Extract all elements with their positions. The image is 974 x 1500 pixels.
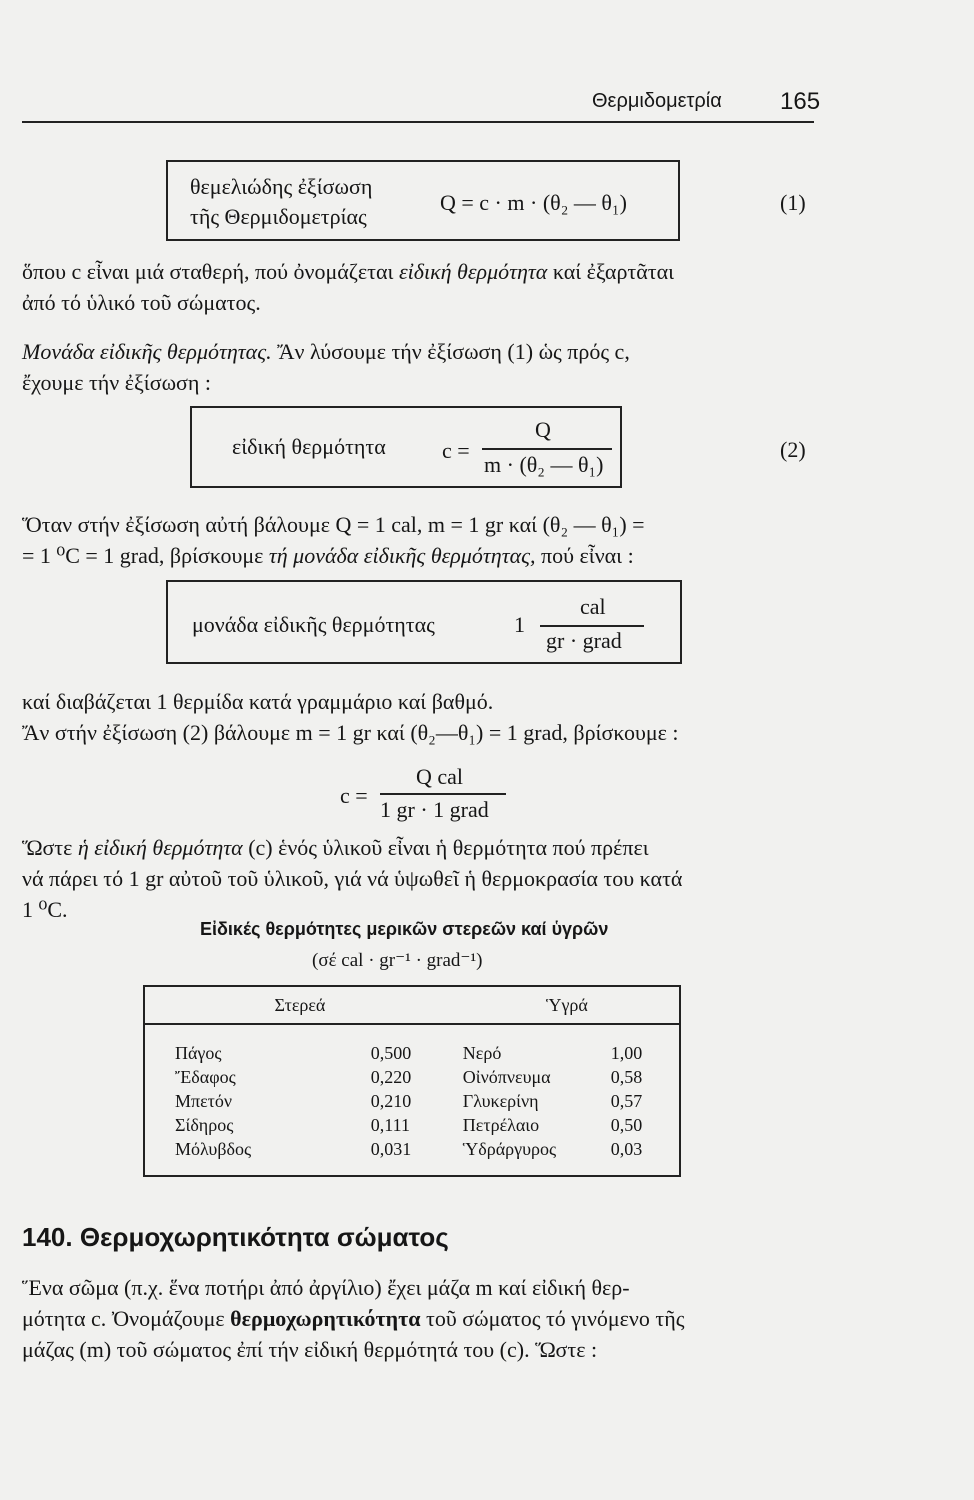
equation-2-number: (2) [780,437,806,462]
table-head-solids: Στερεά [144,986,455,1024]
equation-1-number: (1) [780,190,806,215]
equation-2-lhs: c = [442,438,470,463]
table-row: Μπετόν 0,210 Γλυκερίνη 0,57 [144,1089,680,1113]
paragraph-heat-capacity-definition: Ἕνα σῶμα (π.χ. ἕνα ποτήρι ἀπό ἀργίλιο) ἔχει μάζα m καί εἰδική θερ- μότητα c. Ὀνομάζουμε θερμοχωρητικότητα τοῦ σώματος τό γινόμενο τῆς μάζας (m) τοῦ σώματος ἐπί τήν εἰδική θερμότητά του (c). Ὥστε : [22,1275,685,1362]
equation-2-label: εἰδική θερμότητα [232,434,386,459]
unit-box [166,580,682,664]
equation-1-box [166,160,680,241]
equation-1-label-line2: τῆς Θερμιδομετρίας [190,204,367,229]
table-header-row [144,986,680,1024]
equation-1-formula: Q = c · m · (θ₂ — θ₁) [440,190,627,215]
equation-1-label-line1: θεμελιώδης ἐξίσωση [190,174,373,199]
table-row: Πάγος 0,500 Νερό 1,00 [144,1024,680,1065]
paragraph-unit-of-specific-heat: Μονάδα εἰδικῆς θερμότητας. Ἄν λύσουμε τήν ἐξίσωση (1) ὡς πρός c, ἔχουμε τήν ἐξίσωση : [22,339,630,395]
unit-box-numerator: cal [580,594,606,619]
equation-3-numerator: Q cal [416,764,464,789]
table-row: Ἔδαφος 0,220 Οἰνόπνευμα 0,58 [144,1065,680,1089]
table-row: Μόλυβδος 0,031 Ὑδράργυρος 0,03 [144,1137,680,1176]
section-heading: 140. Θερμοχωρητικότητα σώματος [22,1222,449,1252]
specific-heat-table [143,985,681,1177]
paragraph-specific-heat-meaning: Ὥστε ἡ εἰδική θερμότητα (c) ἑνός ὑλικοῦ εἶναι ἡ θερμότητα πού πρέπει νά πάρει τό 1 gr αὐτοῦ τοῦ ὑλικοῦ, γιά νά ὑψωθεῖ ἡ θερμοκρασία του κατά 1 ⁰C. [22,835,683,922]
paragraph-unit-derivation: Ὅταν στήν ἐξίσωση αὐτή βάλουμε Q = 1 cal, m = 1 gr καί (θ₂ — θ₁) = = 1 ⁰C = 1 grad, βρίσκουμε τή μονάδα εἰδικῆς θερμότητας, πού εἶναι : [22,512,645,568]
header-rule [22,121,814,123]
page-number: 165 [780,88,821,115]
paragraph-unit-reading: καί διαβάζεται 1 θερμίδα κατά γραμμάριο καί βαθμό. Ἄν στήν ἐξίσωση (2) βάλουμε m = 1 gr καί (θ₂—θ₁) = 1 grad, βρίσκουμε : [22,689,679,745]
equation-3-fraction-bar [380,793,506,795]
equation-2-denominator: m · (θ₂ — θ₁) [484,452,604,477]
equation-2-fraction-bar [482,448,612,450]
table-row: Σίδηρος 0,111 Πετρέλαιο 0,50 [144,1113,680,1137]
unit-box-label: μονάδα εἰδικῆς θερμότητας [192,612,435,637]
unit-box-denominator: gr · grad [546,628,622,653]
equation-3-denominator: 1 gr · 1 grad [380,797,489,822]
equation-3-lhs: c = [340,783,368,808]
table-title: Εἰδικές θερμότητες μερικῶν στερεῶν καί ὑγρῶν [200,919,609,939]
equation-2-numerator: Q [535,417,551,442]
unit-box-value: 1 [514,612,525,637]
table-subtitle: (σέ cal · gr⁻¹ · grad⁻¹) [312,950,483,971]
equation-2-box [190,406,622,488]
running-header: Θερμιδομετρία [592,90,722,112]
unit-box-fraction-bar [540,625,644,627]
table-head-liquids: Ὑγρά [455,986,680,1024]
paragraph-specific-heat-definition: ὅπου c εἶναι μιά σταθερή, πού ὀνομάζεται εἰδική θερμότητα καί ἐξαρτᾶται ἀπό τό ὑλικό τοῦ σώματος. [22,259,675,315]
